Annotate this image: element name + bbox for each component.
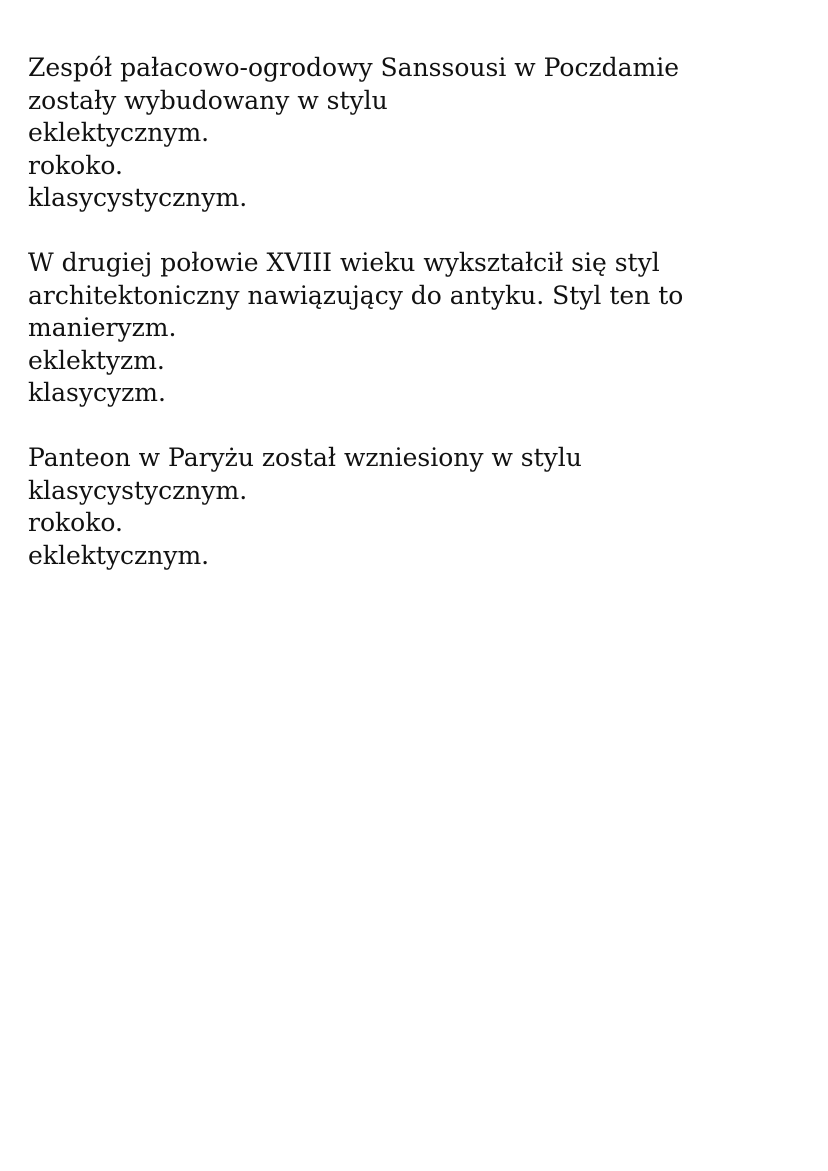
question-1-prompt-line-1: Zespół pałacowo-ogrodowy Sanssousi w Poczdamie (28, 53, 680, 82)
question-2-option-b: eklektyzm. (28, 345, 165, 375)
quiz-content (28, 52, 798, 605)
question-1-prompt-line-2: zostały wybudowany w stylu (28, 85, 388, 115)
question-3-option-b: rokoko. (28, 508, 123, 537)
question-1 (28, 52, 798, 215)
question-1-option-a: eklektycznym. (28, 118, 210, 147)
question-3-option-a: klasycystycznym. (28, 475, 248, 505)
question-1-option-c: klasycystycznym. (28, 183, 248, 212)
question-1-option-b: rokoko. (28, 150, 123, 180)
question-2-option-a: manieryzm. (28, 313, 177, 342)
question-3 (28, 442, 798, 572)
question-2-prompt-line-1: W drugiej połowie XVIII wieku wykształcił się styl (28, 248, 660, 277)
question-3-option-c: eklektycznym. (28, 540, 210, 570)
question-3-prompt-line-1: Panteon w Paryżu został wzniesiony w stylu (28, 443, 582, 472)
question-2-options (28, 312, 798, 410)
question-2 (28, 247, 798, 410)
question-3-options (28, 475, 798, 573)
question-2-option-c: klasycyzm. (28, 378, 166, 407)
question-1-options (28, 117, 798, 215)
question-2-prompt-line-2: architektoniczny nawiązujący do antyku. Styl ten to (28, 280, 684, 310)
